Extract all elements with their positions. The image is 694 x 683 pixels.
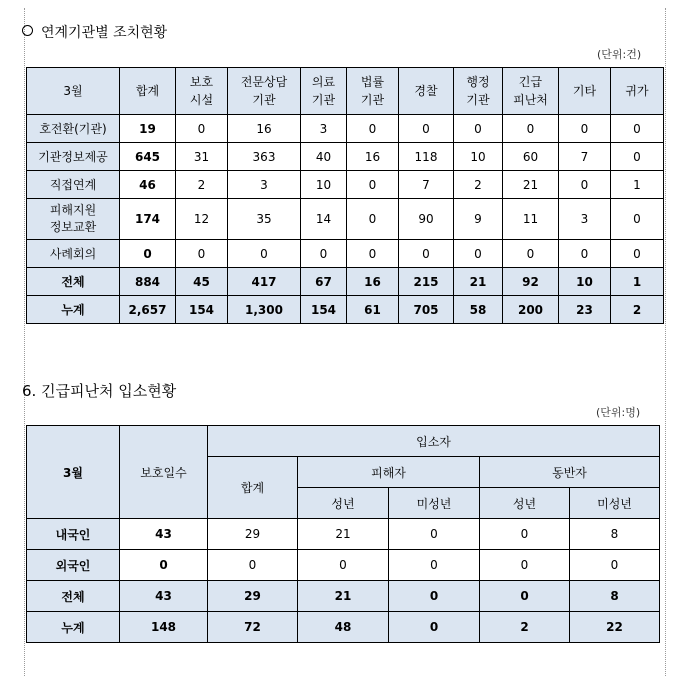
header-cell: 동반자 (480, 457, 660, 488)
cell: 92 (503, 268, 559, 296)
cell: 16 (347, 268, 399, 296)
cell: 0 (611, 115, 664, 143)
section2-title: 6. 긴급피난처 입소현황 (22, 382, 177, 400)
cell: 67 (301, 268, 347, 296)
cell: 0 (389, 581, 480, 612)
table-row (27, 550, 660, 581)
cell: 2,657 (120, 296, 176, 324)
cell: 58 (454, 296, 503, 324)
cell: 154 (301, 296, 347, 324)
table-row (27, 115, 664, 143)
cell: 0 (399, 240, 454, 268)
cell: 0 (559, 171, 611, 199)
measures-table (26, 67, 664, 324)
cell: 9 (454, 199, 503, 240)
cell: 72 (208, 612, 298, 643)
row-label: 전체 (27, 268, 120, 296)
cell: 11 (503, 199, 559, 240)
header-cell: 합계 (120, 68, 176, 115)
cell: 2 (611, 296, 664, 324)
cell: 0 (611, 240, 664, 268)
row-label: 내국인 (27, 519, 120, 550)
cell: 215 (399, 268, 454, 296)
cell: 148 (120, 612, 208, 643)
cell: 0 (347, 199, 399, 240)
cell: 45 (176, 268, 228, 296)
cell: 21 (503, 171, 559, 199)
cell: 705 (399, 296, 454, 324)
table-row (27, 240, 664, 268)
cell: 0 (176, 240, 228, 268)
cumulative-row (27, 296, 664, 324)
cell: 0 (120, 550, 208, 581)
cell: 0 (480, 581, 570, 612)
cell: 0 (570, 550, 660, 581)
cell: 118 (399, 143, 454, 171)
cell: 23 (559, 296, 611, 324)
shelter-table (26, 425, 660, 643)
cell: 31 (176, 143, 228, 171)
cell: 22 (570, 612, 660, 643)
row-label: 기관정보제공 (27, 143, 120, 171)
cell: 16 (347, 143, 399, 171)
cell: 0 (208, 550, 298, 581)
header-cell: 전문상담 기관 (228, 68, 301, 115)
cell: 0 (503, 240, 559, 268)
cell: 200 (503, 296, 559, 324)
header-cell: 보호 시설 (176, 68, 228, 115)
shelter-header-row-1 (27, 426, 660, 457)
cell: 363 (228, 143, 301, 171)
header-cell: 법률 기관 (347, 68, 399, 115)
header-cell: 성년 (480, 488, 570, 519)
cell: 3 (228, 171, 301, 199)
cell: 10 (454, 143, 503, 171)
header-cell: 의료 기관 (301, 68, 347, 115)
table-row (27, 519, 660, 550)
cell: 48 (298, 612, 389, 643)
cell: 12 (176, 199, 228, 240)
cell: 0 (454, 115, 503, 143)
cell: 2 (454, 171, 503, 199)
cell: 21 (298, 581, 389, 612)
cell: 43 (120, 581, 208, 612)
row-label: 피해지원 정보교환 (27, 199, 120, 240)
header-cell: 기타 (559, 68, 611, 115)
row-label: 누계 (27, 612, 120, 643)
cell: 29 (208, 581, 298, 612)
section1-title-text: 연계기관별 조치현황 (41, 25, 168, 41)
cell: 3 (301, 115, 347, 143)
row-label: 누계 (27, 296, 120, 324)
section1-unit: (단위:건) (597, 48, 642, 61)
cell: 0 (301, 240, 347, 268)
cell: 154 (176, 296, 228, 324)
row-label: 호전환(기관) (27, 115, 120, 143)
circle-bullet-icon (22, 25, 33, 36)
section1-title (22, 22, 167, 42)
cell: 2 (176, 171, 228, 199)
cell: 21 (454, 268, 503, 296)
row-label: 직접연계 (27, 171, 120, 199)
total-row (27, 268, 664, 296)
cell: 645 (120, 143, 176, 171)
cell: 0 (176, 115, 228, 143)
cell: 0 (480, 550, 570, 581)
cell: 61 (347, 296, 399, 324)
cell: 10 (559, 268, 611, 296)
cell: 60 (503, 143, 559, 171)
cell: 35 (228, 199, 301, 240)
header-cell: 입소자 (208, 426, 660, 457)
cell: 1,300 (228, 296, 301, 324)
table-row (27, 199, 664, 240)
cell: 7 (399, 171, 454, 199)
cell: 0 (559, 240, 611, 268)
cell: 8 (570, 581, 660, 612)
header-cell: 3월 (27, 426, 120, 519)
cell: 0 (503, 115, 559, 143)
cell: 90 (399, 199, 454, 240)
cell: 417 (228, 268, 301, 296)
cell: 8 (570, 519, 660, 550)
table-row (27, 143, 664, 171)
cell: 0 (480, 519, 570, 550)
cell: 14 (301, 199, 347, 240)
measures-header-row (27, 68, 664, 115)
header-cell: 미성년 (570, 488, 660, 519)
cell: 0 (611, 143, 664, 171)
cell: 0 (347, 171, 399, 199)
page-guide-left (24, 8, 25, 676)
cell: 0 (389, 519, 480, 550)
total-row (27, 581, 660, 612)
cell: 0 (347, 115, 399, 143)
cell: 0 (347, 240, 399, 268)
row-label: 외국인 (27, 550, 120, 581)
cell: 0 (120, 240, 176, 268)
header-cell: 보호일수 (120, 426, 208, 519)
header-cell: 행정 기관 (454, 68, 503, 115)
header-cell: 성년 (298, 488, 389, 519)
cell: 1 (611, 171, 664, 199)
cell: 1 (611, 268, 664, 296)
cell: 46 (120, 171, 176, 199)
cell: 0 (298, 550, 389, 581)
table-row (27, 171, 664, 199)
cell: 0 (389, 550, 480, 581)
cell: 0 (399, 115, 454, 143)
header-cell: 합계 (208, 457, 298, 519)
row-label: 사례회의 (27, 240, 120, 268)
cell: 10 (301, 171, 347, 199)
header-cell: 긴급 피난처 (503, 68, 559, 115)
cell: 0 (228, 240, 301, 268)
cell: 19 (120, 115, 176, 143)
cell: 7 (559, 143, 611, 171)
cell: 43 (120, 519, 208, 550)
cell: 40 (301, 143, 347, 171)
row-label: 전체 (27, 581, 120, 612)
cell: 16 (228, 115, 301, 143)
header-cell: 미성년 (389, 488, 480, 519)
cell: 0 (559, 115, 611, 143)
cell: 0 (611, 199, 664, 240)
cell: 3 (559, 199, 611, 240)
cell: 29 (208, 519, 298, 550)
cell: 2 (480, 612, 570, 643)
section2-unit: (단위:명) (596, 406, 641, 419)
header-cell: 피해자 (298, 457, 480, 488)
cell: 0 (454, 240, 503, 268)
cell: 0 (389, 612, 480, 643)
cell: 21 (298, 519, 389, 550)
header-cell: 경찰 (399, 68, 454, 115)
cell: 174 (120, 199, 176, 240)
page-guide-right (665, 8, 666, 676)
header-cell: 3월 (27, 68, 120, 115)
header-cell: 귀가 (611, 68, 664, 115)
cumulative-row (27, 612, 660, 643)
cell: 884 (120, 268, 176, 296)
